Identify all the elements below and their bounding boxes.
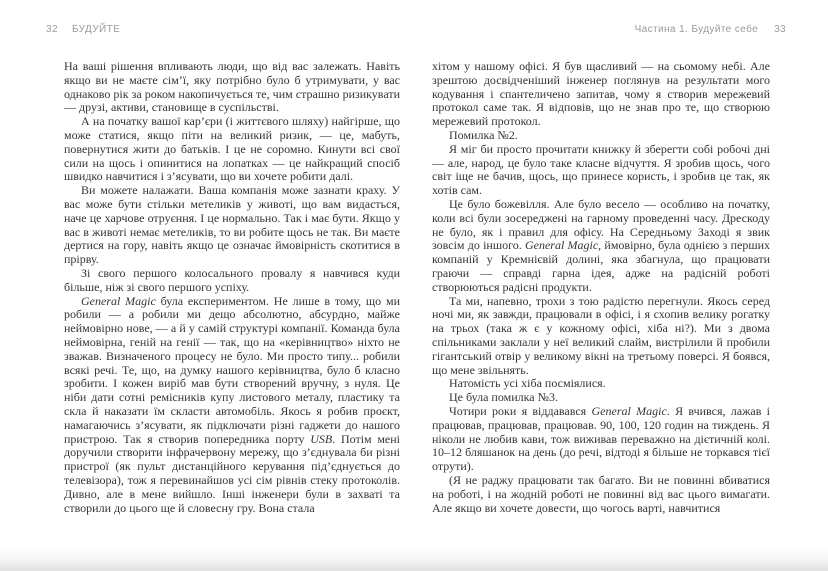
text-run: Я міг би просто прочитати книжку й зберегти собі робочі дні — але, народ, це було таке класне відчуття. Я зробив щось, чого світ іще не бачив, щось, що принесе користь, і зробив це так, як хотів сам. (432, 141, 770, 198)
text-run: На ваші рішення впливають люди, що від вас залежать. Навіть якщо ви не маєте сім’ї, яку потрібно було б утримувати, у вас однаково рік за роком накопичується те, чим страшно ризикувати — друзі, активи, становище в суспільстві. (64, 59, 400, 115)
page-right (430, 24, 786, 515)
italic-text-run: USB (310, 431, 333, 446)
paragraph (432, 198, 770, 295)
text-run: Натомість усі хіба посміялися. (449, 376, 606, 391)
paragraph (432, 391, 770, 405)
text-run: Це було божевілля. Але було весело — особливо на початку, коли всі були зосереджені на гарному проведенні часу. Дрескоду не було, як і правил для офісу. На Середньому Заході я звик зовсім до іншого. (432, 196, 770, 253)
page-bottom-shadow (0, 547, 828, 571)
running-head-left (46, 24, 402, 38)
paragraph (64, 60, 400, 115)
paragraph (432, 377, 770, 391)
running-title-right: Частина 1. Будуйте себе (634, 24, 759, 35)
paragraph (432, 143, 770, 198)
paragraph (64, 295, 400, 516)
body-text-right (432, 60, 770, 515)
text-run: А на початку вашої кар’єри (і життєвого шляху) найгірше, що може статися, якщо піти на великий ризик, — це, мабуть, повернутися жити до батьків. І це не соромно. Кинути всі свої сили на щось і опинитися на лопатках — це найкращий спосіб швидко навчитися і з’ясувати, що ви хочете робити далі. (64, 114, 400, 184)
text-run: , ймовірно, була однією з перших компаній у Кремнієвій долині, яка збагнула, що працювати граючи — справді гарна ідея, адже на радісній роботі створюються радісні продукти. (432, 238, 770, 294)
paragraph (64, 184, 400, 267)
body-text-left (64, 60, 400, 515)
paragraph (432, 474, 770, 515)
text-run: Це була помилка №3. (449, 390, 559, 405)
text-run: . Я вчився, лажав і працював, працював, працював. 90, 100, 120 годин на тиждень. Я ніколи не любив кави, тож виживав переважно на дієтичній колі. 10–12 бляшанок на день (до речі, відтоді я більше не торкався тієї отрути). (432, 403, 771, 474)
text-run: Зі свого першого колосального провалу я навчився куди більше, ніж зі свого першого успіху. (64, 265, 400, 294)
running-head-right (430, 24, 786, 38)
text-run: була експериментом. Не лише в тому, що ми робили — а робили ми дещо абсолютно, абсурдно, майже неймовірно нове, — а й у самій структурі компанії. Команда була неймовірна, геній на генії — так, що на «керівництво» ніхто не зважав. Визначеного процесу не було. Ми просто типу... робили всякі речі. Те, що, на думку нашого керівництва, було б класно зробити. І кожен виріб мав бути створений вручну, з нуля. Це ніби дати сотні ремісників купу листового металу, пластику та скла й наказати їм скласти автомобіль. Якось я робив проєкт, намагаючись з’ясувати, як підключати різні гаджети до нашого пристрою. Так я створив попередника порту (64, 293, 400, 446)
italic-text-run: General Magic (591, 403, 667, 418)
page-number-left: 32 (46, 24, 58, 35)
paragraph (432, 60, 770, 129)
text-run: . Потім мені доручили створити інфрачервону мережу, що з’єднувала би різні пристрої (як пульт дистанційного керування під’єднується до телевізора), тож я перевинайшов усі сім рівнів стеку протоколів. Дивно, але в мене вийшло. Інші інженери були в захваті та створили до цього ще й словесну гру. Вона стала (64, 431, 400, 515)
page-number-right: 33 (774, 24, 786, 35)
text-run: хітом у нашому офісі. Я був щасливий — на сьомому небі. Але зрештою досвідченіший інженер поглянув на результати мого кодування і спантеличено запитав, чому я створив мережевий протокол саме так. Я відповів, що не знав про те, що створюю мережевий протокол. (432, 59, 770, 129)
paragraph (64, 115, 400, 184)
page-left (46, 24, 402, 515)
paragraph (432, 295, 770, 378)
italic-text-run: General Magic (524, 238, 599, 253)
paragraph (432, 129, 770, 143)
text-run: Та ми, напевно, трохи з тою радістю перегнули. Якось серед ночі ми, як завжди, працювали в офісі, і я схопив велику рогатку на трьох (така ж є у кожному офісі, хіба ні?). Ми з двома спільниками заклали у неї великий слайм, вистрілили й пробили гігантський отвір у великому вікні на третьому поверсі. Я боявся, що мене звільнять. (432, 293, 770, 377)
text-run: Чотири роки я віддавався (449, 403, 592, 418)
text-run: (Я не раджу працювати так багато. Ви не повинні вбиватися на роботі, і на жодній роботі не повинні від вас цього вимагати. Але якщо ви хочете довести, що чогось варті, навчитися (432, 472, 770, 515)
text-run: Помилка №2. (449, 127, 518, 142)
paragraph (64, 267, 400, 295)
paragraph (432, 405, 770, 474)
text-run: Ви можете налажати. Ваша компанія може зазнати краху. У вас може бути стільки метеликів у животі, що вам видасться, наче це харчове отруєння. І це нормально. Так і має бути. Якщо у вас в животі немає метеликів, то ви робите щось не так. Ви маєте дертися на гору, навіть якщо це означає ймовірність скотитися в прірву. (64, 183, 400, 267)
running-title-left: БУДУЙТЕ (71, 24, 121, 35)
italic-text-run: General Magic (81, 293, 156, 308)
